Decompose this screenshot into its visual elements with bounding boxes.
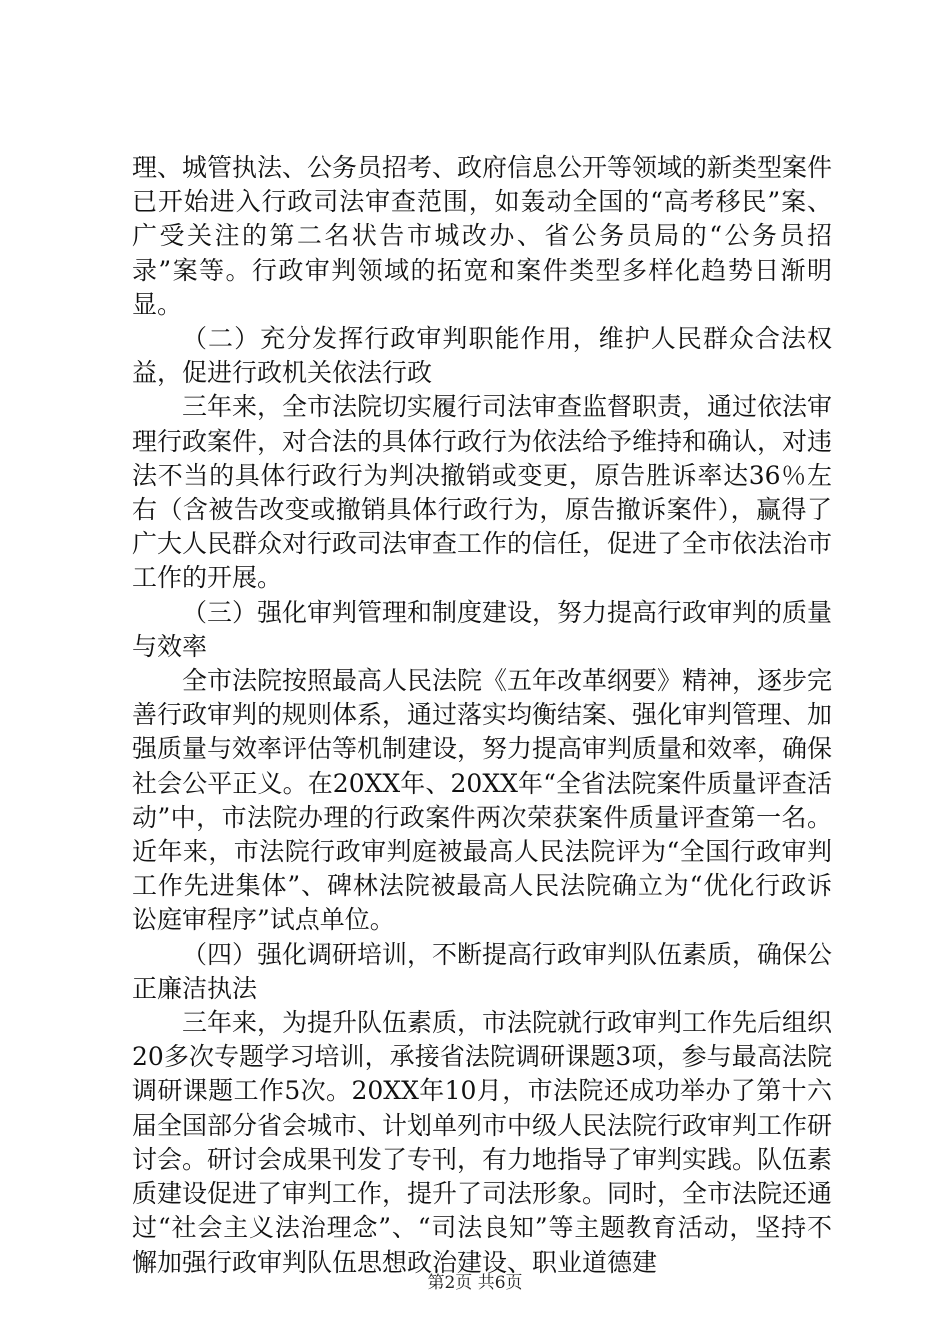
paragraph-section-3: 全市法院按照最高人民法院《五年改革纲要》精神，逐步完善行政审判的规则体系，通过落实均衡结案、强化审判管理、加强质量与效率评估等机制建设，努力提高审判质量和效率，确保社会公平正义。在20XX年、20XX年“全省法院案件质量评查活动”中，市法院办理的行政案件两次荣获案件质量评查第一名。近年来，市法院行政审判庭被最高人民法院评为“全国行政审判工作先进集体”、碑林法院被最高人民法院确立为“优化行政诉讼庭审程序”试点单位。 bbox=[132, 666, 833, 935]
section-heading-3: （三）强化审判管理和制度建设，努力提高行政审判的质量与效率 bbox=[132, 597, 833, 661]
section-heading-4: （四）强化调研培训，不断提高行政审判队伍素质，确保公正廉洁执法 bbox=[132, 939, 833, 1003]
section-heading-2: （二）充分发挥行政审判职能作用，维护人民群众合法权益，促进行政机关依法行政 bbox=[132, 324, 832, 388]
document-body bbox=[132, 151, 832, 1280]
paragraph-section-4: 三年来，为提升队伍素质，市法院就行政审判工作先后组织20多次专题学习培训，承接省法院调研课题3项，参与最高法院调研课题工作5次。20XX年10月，市法院还成功举办了第十六届全国部分省会城市、计划单列市中级人民法院行政审判工作研讨会。研讨会成果刊发了专刊，有力地指导了审判实践。队伍素质建设促进了审判工作，提升了司法形象。同时，全市法院还通过“社会主义法治理念”、“司法良知”等主题教育活动，坚持不懈加强行政审判队伍思想政治建设、职业道德建 bbox=[132, 1008, 833, 1277]
page-footer: 第2页 共6页 bbox=[427, 1273, 523, 1293]
paragraph-continuation: 理、城管执法、公务员招考、政府信息公开等领域的新类型案件已开始进入行政司法审查范围，如轰动全国的“高考移民”案、广受关注的第二名状告市城改办、省公务员局的“公务员招录”案等。行政审判领域的拓宽和案件类型多样化趋势日渐明显。 bbox=[132, 153, 833, 319]
paragraph-section-2: 三年来，全市法院切实履行司法审查监督职责，通过依法审理行政案件，对合法的具体行政行为依法给予维持和确认，对违法不当的具体行政行为判决撤销或变更，原告胜诉率达36％左右（含被告改变或撤销具体行政行为，原告撤诉案件），赢得了广大人民群众对行政司法审查工作的信任，促进了全市依法治市工作的开展。 bbox=[132, 392, 833, 593]
